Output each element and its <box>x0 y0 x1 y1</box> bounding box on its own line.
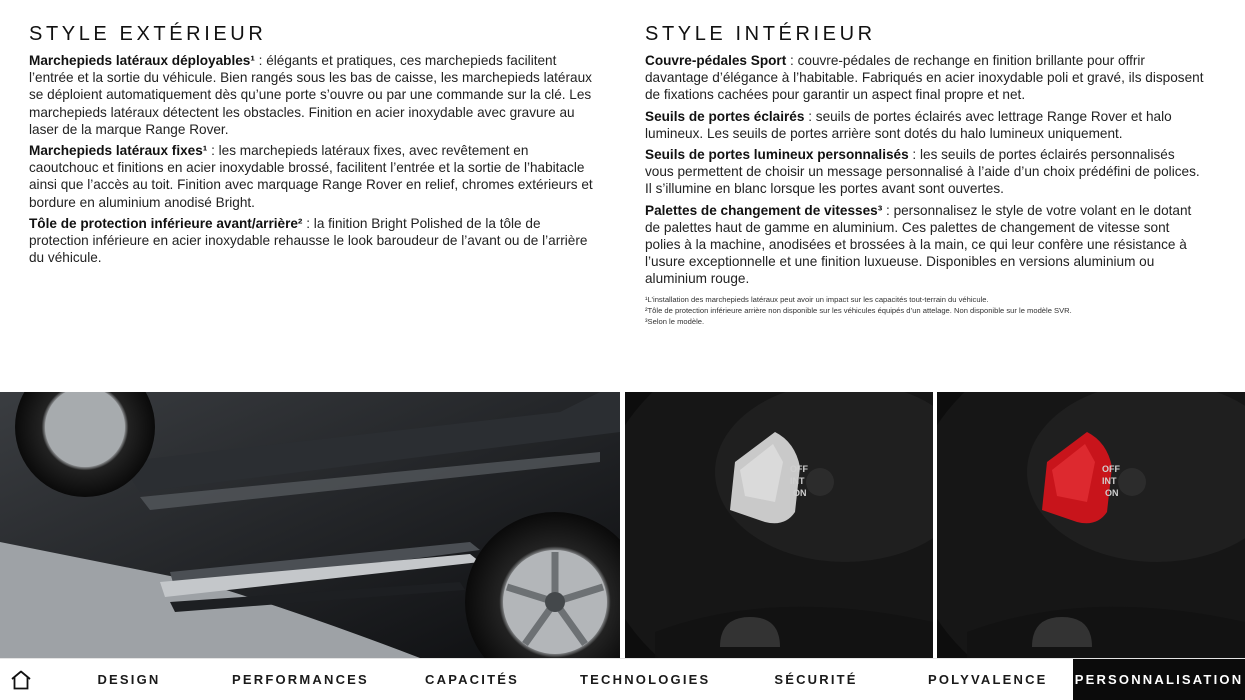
interior-item-term: Palettes de changement de vitesses³ <box>645 202 883 218</box>
exterior-item-term: Marchepieds latéraux fixes¹ <box>29 143 208 159</box>
paddle-label-off: OFF <box>1102 464 1120 474</box>
photo-strip <box>0 392 1245 658</box>
home-button[interactable] <box>0 659 42 700</box>
red-paddle-illustration <box>937 392 1245 658</box>
side-step-photo <box>0 392 620 658</box>
nav-securite[interactable]: SÉCURITÉ <box>774 672 858 687</box>
paddle-label-on: ON <box>1105 488 1119 498</box>
interior-item-term: Seuils de portes lumineux personnalisés <box>645 147 909 163</box>
paddle-label-int: INT <box>790 476 805 486</box>
interior-title: STYLE INTÉRIEUR <box>645 23 876 45</box>
footnotes <box>645 294 1205 327</box>
nav-polyvalence[interactable]: POLYVALENCE <box>928 672 1048 687</box>
interior-item-term: Seuils de portes éclairés <box>645 108 805 124</box>
aluminium-paddle-photo <box>625 392 933 658</box>
nav-personnalisation[interactable]: PERSONNALISATION <box>1073 659 1245 700</box>
interior-item <box>645 202 1205 288</box>
exterior-item-text: : élégants et pratiques, ces marchepieds facilitent l’entrée et la sortie du véhicule. Bien rangés sous les bas de caisse, les marchepieds latéraux se déploient automatiquement dès qu’une porte s’ouvre ou par une commande sur la clé. Les marchepieds latéraux détectent les obstacles. Finition en acier inoxydable avec gravure au laser de la marque Range Rover. <box>29 53 592 137</box>
aluminium-paddle-illustration <box>625 392 933 658</box>
interior-item-text: : couvre-pédales de rechange en finition brillante pour offrir davantage d’élégance à l’habitable. Fabriqués en acier inoxydable poli et gravé, ils disposent de fixations cachées pour garantir un aspect final propre et net. <box>645 53 1204 103</box>
side-step-illustration <box>0 392 620 658</box>
exterior-title: STYLE EXTÉRIEUR <box>29 23 267 45</box>
interior-section <box>645 22 1205 327</box>
nav-technologies[interactable]: TECHNOLOGIES <box>580 672 711 687</box>
exterior-item <box>29 142 599 211</box>
interior-item <box>645 146 1205 198</box>
exterior-item-term: Tôle de protection inférieure avant/arrière² <box>29 215 303 231</box>
nav-performances[interactable]: PERFORMANCES <box>232 672 369 687</box>
exterior-item-term: Marchepieds latéraux déployables¹ <box>29 53 255 68</box>
nav-capacites[interactable]: CAPACITÉS <box>425 672 519 687</box>
paddle-label-on: ON <box>793 488 807 498</box>
interior-item <box>645 108 1205 142</box>
exterior-item <box>29 215 599 267</box>
footnote: ²Tôle de protection inférieure arrière non disponible sur les véhicules équipés d’un attelage. Non disponible sur le modèle SVR. <box>645 305 1072 315</box>
footnote: ¹L’installation des marchepieds latéraux peut avoir un impact sur les capacités tout-terrain du véhicule. <box>645 294 989 304</box>
exterior-item-text: : les marchepieds latéraux fixes, avec revêtement en caoutchouc et finitions en acier inoxydable brossé, facilitent l’entrée et la sortie de l’habitacle ainsi que l’accès au toit. Finition avec marquage Range Rover en relief, chromes extérieurs et bordure en aluminium anodisé Bright. <box>29 143 593 210</box>
exterior-item-text: : la finition Bright Polished de la tôle de protection inférieure en acier inoxydable rehausse le look baroudeur de l’avant ou de l’arrière du véhicule. <box>29 215 588 266</box>
red-paddle-photo <box>937 392 1245 658</box>
interior-item-text: : personnalisez le style de votre volant en le dotant de palettes haut de gamme en aluminium. Ces palettes de changement de vitesse sont polies à la machine, anodisées et brossées à la main, ce qui leur confère une résistance à l’usure exceptionnelle et une finition luxueuse. Disponibles en versions aluminium ou aluminium rouge. <box>645 202 1192 287</box>
paddle-label-int: INT <box>1102 476 1117 486</box>
exterior-item <box>29 52 599 138</box>
home-icon <box>10 670 32 690</box>
interior-item <box>645 52 1205 104</box>
footnote: ³Selon le modèle. <box>645 316 705 326</box>
nav-design[interactable]: DESIGN <box>97 672 161 687</box>
interior-item-term: Couvre-pédales Sport <box>645 53 787 68</box>
exterior-section <box>29 22 599 270</box>
interior-item-text: : les seuils de portes éclairés personnalisés vous permettent de choisir un message personnalisé à l’aide d’un choix prédéfini de polices. Il s’illumine en blanc lorsque les portes avant sont ouvertes. <box>645 147 1200 197</box>
paddle-label-off: OFF <box>790 464 808 474</box>
bottom-nav <box>0 658 1245 700</box>
interior-item-text: : seuils de portes éclairés avec lettrage Range Rover et halo lumineux. Les seuils de portes arrière sont dotés du halo lumineux uniquement. <box>645 108 1172 141</box>
